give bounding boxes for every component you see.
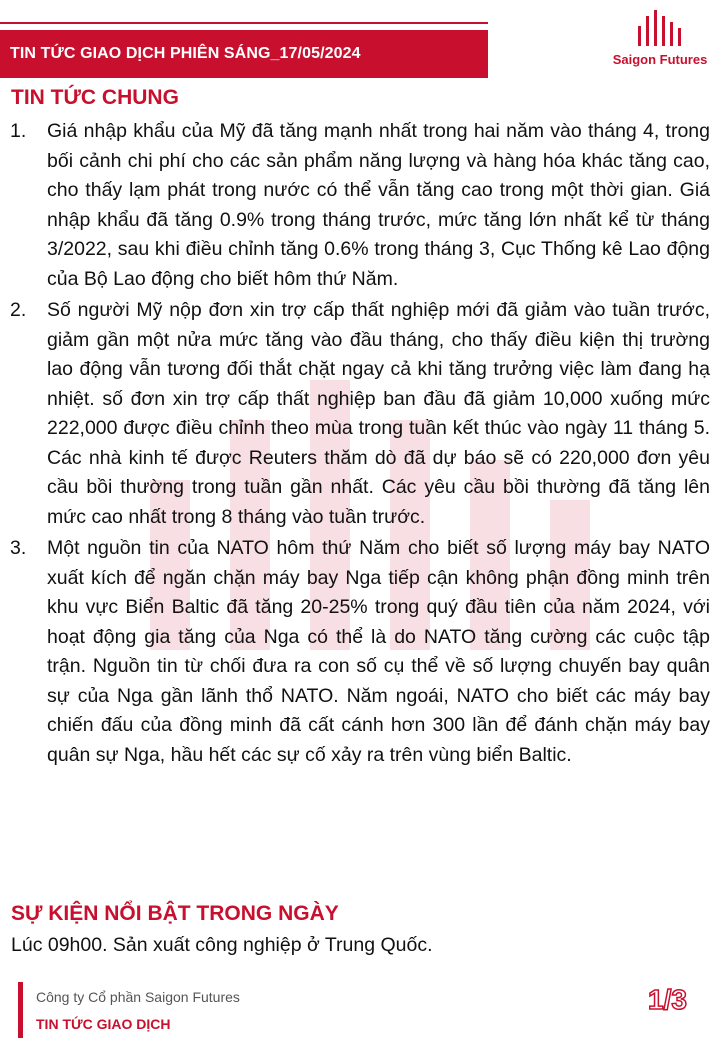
- news-item: [10, 534, 710, 770]
- news-item-text: Giá nhập khẩu của Mỹ đã tăng mạnh nhất trong hai năm vào tháng 4, trong bối cảnh chi phí cho các sản phẩm năng lượng và hàng hóa khác tăng cao, cho thấy lạm phát trong nước có thể vẫn tăng cao trong một thời gian. Giá nhập khẩu đã tăng 0.9% trong tháng trước, mức tăng lớn nhất kể từ tháng 3/2022, sau khi điều chỉnh tăng 0.6% trong tháng 3, Cục Thống kê Lao động của Bộ Lao động cho biết hôm thứ Năm.: [47, 120, 710, 290]
- logo-text: Saigon Futures: [612, 52, 708, 67]
- footer-company-name: Công ty Cổ phần Saigon Futures: [36, 989, 240, 1005]
- news-item-number: 2.: [10, 299, 27, 321]
- news-item-text: Số người Mỹ nộp đơn xin trợ cấp thất nghiệp mới đã giảm vào tuần trước, giảm gần một nửa mức tăng vào đầu tháng, cho thấy điều kiện thị trường lao động vẫn tương đối thắt chặt ngay cả khi tăng trưởng việc làm đang hạ nhiệt. số đơn xin trợ cấp thất nghiệp ban đầu đã giảm 10,000 xuống mức 222,000 được điều chỉnh theo mùa trong tuần kết thúc vào ngày 11 tháng 5. Các nhà kinh tế được Reuters thăm dò đã dự báo sẽ có 220,000 đơn yêu cầu bồi thường trong tuần gần nhất. Các yêu cầu bồi thường đã tăng lên mức cao nhất trong 8 tháng vào tuần trước.: [47, 299, 710, 528]
- saigon-futures-logo: [600, 6, 720, 72]
- events-heading: SỰ KIỆN NỔI BẬT TRONG NGÀY: [11, 902, 339, 925]
- news-item-number: 3.: [10, 537, 27, 559]
- news-item-number: 1.: [10, 120, 27, 142]
- page-number: 1/3: [648, 984, 687, 1015]
- news-item-text: Một nguồn tin của NATO hôm thứ Năm cho biết số lượng máy bay NATO xuất kích để ngăn chặn máy bay Nga tiếp cận không phận đồng minh trên khu vực Biển Baltic đã tăng 20-25% trong quý đầu tiên của năm 2024, với hoạt động gia tăng của Nga có thể là do NATO tăng cường các cuộc tập trận. Nguồn tin từ chối đưa ra con số cụ thể về số lượng chuyến bay quân sự của Nga gần lãnh thổ NATO. Năm ngoái, NATO cho biết các máy bay chiến đấu của đồng minh đã cất cánh hơn 300 lần để đánh chặn máy bay quân sự Nga, hầu hết các sự cố xảy ra trên vùng biển Baltic.: [47, 537, 710, 766]
- page-title-banner: TIN TỨC GIAO DỊCH PHIÊN SÁNG_17/05/2024: [0, 30, 488, 78]
- footer-accent-bar: [18, 982, 23, 1038]
- footer-section-title: TIN TỨC GIAO DỊCH: [36, 1016, 171, 1032]
- news-item: [10, 296, 710, 532]
- bar-chart-logo-icon: [600, 6, 720, 52]
- header-top-rule: [0, 22, 488, 24]
- general-news-list: [10, 117, 710, 772]
- event-item-text: Lúc 09h00. Sản xuất công nghiệp ở Trung Quốc.: [11, 934, 433, 956]
- general-news-heading: TIN TỨC CHUNG: [11, 86, 179, 109]
- news-item: [10, 117, 710, 294]
